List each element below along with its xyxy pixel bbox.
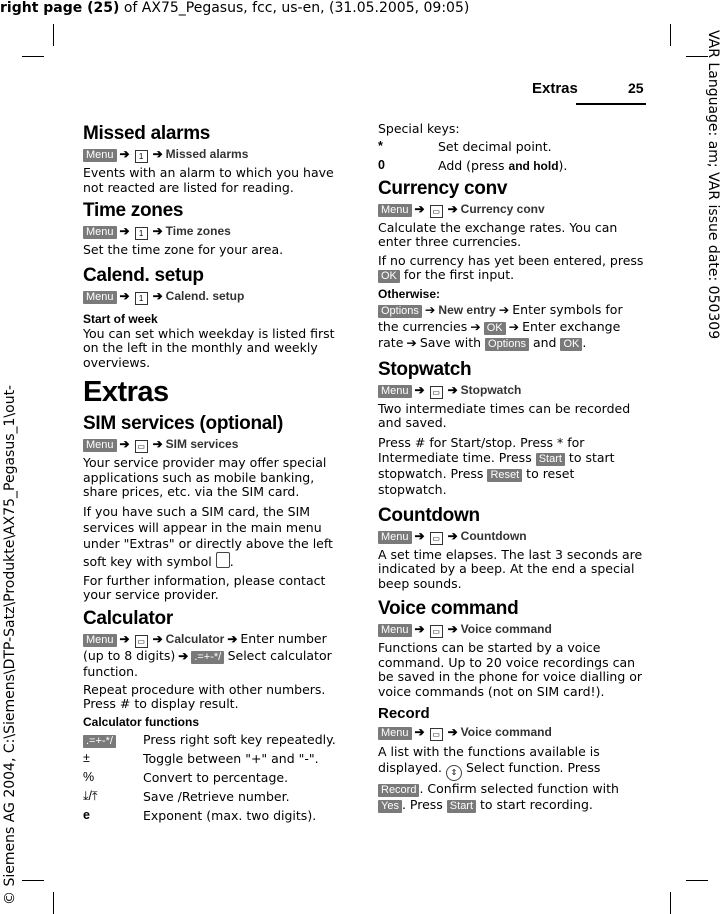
organizer-icon: 1 (135, 150, 148, 163)
right-margin-text: VAR Language: am; VAR issue date: 050309 (705, 30, 721, 340)
special-key-row: 0 Add (press and hold). (378, 157, 568, 173)
left-column (83, 122, 347, 825)
paragraph: Press # for Start/stop. Press * for Intermediate time. Press Start to start stopwatch. Press Reset to reset stopwatch. (378, 434, 615, 497)
nav-path: Menu ➔ ▭ ➔ Countdown (378, 528, 644, 545)
crop-mark (670, 24, 671, 46)
extras-icon: ▭ (430, 728, 443, 741)
extras-icon: ▭ (135, 635, 148, 648)
function-row: e Exponent (max. two digits). (83, 807, 317, 823)
organizer-icon: 1 (135, 227, 148, 240)
paragraph: Options ➔ New entry ➔ Enter symbols for the currencies ➔ OK ➔ Enter exchange rate ➔ Save with Options and OK . (378, 302, 623, 350)
calc-functions (83, 730, 347, 825)
subsection-title: Record (378, 705, 430, 722)
paragraph: Repeat procedure with other numbers. Press # to display result. (83, 681, 326, 711)
function-row: ⤓/⤒ Save /Retrieve number. (83, 788, 290, 804)
paragraph: A set time elapses. The last 3 seconds are indicated by a beep. At the end a special beep sounds. (378, 546, 643, 591)
extras-icon: ▭ (135, 440, 148, 453)
section-title: Voice command (378, 598, 519, 619)
paragraph: Set the time zone for your area. (83, 242, 284, 257)
section-title: Currency conv (378, 177, 508, 199)
organizer-icon: 1 (135, 292, 148, 305)
extras-icon: ▭ (430, 386, 443, 399)
subheading: Calculator functions (83, 714, 200, 729)
section-title: Stopwatch (378, 358, 472, 380)
paragraph: For further information, please contact your service provider. (83, 572, 326, 602)
paragraph: A list with the functions available is displayed. ⇕ Select function. Press Record . Confirm selected function with Yes . Press Start to start recording. (378, 744, 619, 812)
crop-mark (53, 24, 54, 46)
subheading: Start of week (83, 311, 158, 326)
page-number: 25 (628, 80, 644, 96)
section-title: Calculator (83, 607, 173, 629)
paragraph: Special keys: (378, 121, 460, 136)
paragraph: If no currency has yet been entered, press OK for the first input. (378, 252, 644, 282)
paragraph: Two intermediate times can be recorded and saved. (378, 400, 631, 430)
nav-path: Menu ➔ ▭ ➔ Currency conv (378, 201, 644, 218)
section-title: Missed alarms (83, 123, 211, 144)
paragraph: Calculate the exchange rates. You can enter three currencies. (378, 219, 618, 249)
nav-path: Menu ➔ ▭ ➔ Voice command (378, 724, 644, 741)
nav-path: Menu ➔ 1 ➔ Time zones (83, 223, 347, 240)
function-row: ± Toggle between "+" and "-". (83, 750, 319, 766)
document-header: right page (25) of AX75_Pegasus, fcc, us-en, (31.05.2005, 09:05) (0, 0, 470, 16)
nav-path: Menu ➔ 1 ➔ Missed alarms (83, 146, 347, 163)
paragraph: Functions can be started by a voice command. Up to 20 voice recordings can be saved in the phone for voice dialling or voice commands (not on SIM card!). (378, 640, 643, 699)
header-rule (576, 103, 646, 105)
special-key-row: * Set decimal point. (378, 138, 552, 154)
section-title: Time zones (83, 200, 184, 221)
paragraph: Your service provider may offer special applications such as mobile banking, share prices, etc. via the SIM card. (83, 455, 327, 499)
chapter-title: Extras (83, 376, 169, 408)
paragraph: You can set which weekday is listed first on the left in the monthly and weekly overviews. (83, 325, 335, 370)
crop-mark (22, 880, 44, 881)
function-row: .=+-*/ Press right soft key repeatedly. (83, 730, 347, 749)
nav-path: Menu ➔ ▭ ➔ Stopwatch (378, 382, 644, 399)
paragraph: Events with an alarm to which you have not reacted are listed for reading. (83, 165, 334, 195)
sim-symbol-icon (216, 552, 230, 568)
extras-icon: ▭ (430, 205, 443, 218)
running-head: Extras (532, 80, 578, 97)
nav-path: Menu ➔ ▭ ➔ Calculator ➔ Enter number (up to 8 digits) ➔ .=+-*/ Select calculator function. (83, 630, 332, 679)
crop-mark (22, 56, 44, 57)
right-column (378, 122, 644, 813)
section-title: Countdown (378, 504, 480, 526)
crop-mark (53, 892, 54, 914)
crop-mark (686, 880, 708, 881)
nav-path: Menu ➔ ▭ ➔ Voice command (378, 621, 644, 638)
section-title: Calend. setup (83, 264, 204, 286)
section-title: SIM services (optional) (83, 413, 284, 434)
navigation-key-icon: ⇕ (446, 765, 462, 781)
nav-path: Menu ➔ 1 ➔ Calend. setup (83, 288, 347, 305)
function-row: % Convert to percentage. (83, 769, 289, 785)
paragraph: If you have such a SIM card, the SIM services will appear in the main menu under "Extras" or directly above the left soft key with symbol . (83, 503, 333, 569)
extras-icon: ▭ (430, 532, 443, 545)
nav-path: Menu ➔ ▭ ➔ SIM services (83, 436, 347, 453)
crop-mark (670, 892, 671, 914)
subheading: Otherwise: (378, 287, 441, 301)
extras-icon: ▭ (430, 625, 443, 638)
